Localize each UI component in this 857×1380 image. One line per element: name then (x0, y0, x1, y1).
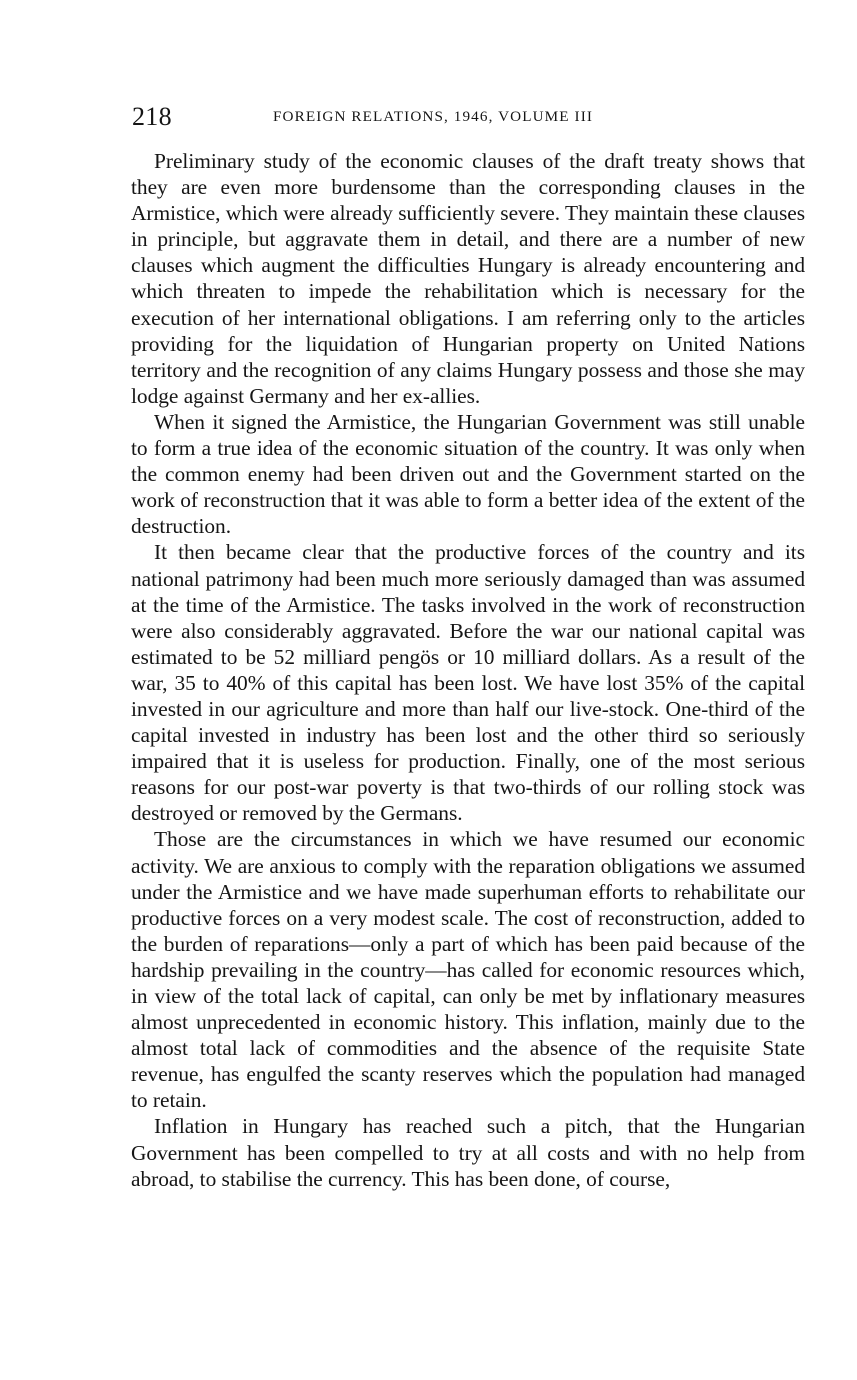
paragraph-economic-clauses: Preliminary study of the economic clauses of the draft treaty shows that they are even more burdensome than the corresponding clauses in the Armistice, which were already sufficiently severe. They maintain these clauses in principle, but aggravate them in detail, and there are a number of new clauses which augment the difficulties Hungary is already encountering and which threaten to impede the rehabilitation which is necessary for the execution of her international obligations. I am referring only to the articles providing for the liquidation of Hungarian property on United Nations territory and the recognition of any claims Hungary possess and those she may lodge against Germany and her ex-allies. (131, 149, 805, 408)
paragraph-economic-activity: Those are the circumstances in which we have resumed our economic activity. We are anxious to comply with the reparation obligations we assumed under the Armistice and we have made superhuman efforts to rehabilitate our productive forces on a very modest scale. The cost of reconstruction, added to the burden of reparations—only a part of which has been paid because of the hardship prevailing in the country—has called for economic resources which, in view of the total lack of capital, can only be met by inflationary measures almost unprecedented in economic history. This inflation, mainly due to the almost total lack of commodities and the absence of the requisite State revenue, has engulfed the scanty reserves which the population had managed to retain. (131, 827, 805, 1113)
running-header (132, 100, 804, 134)
paragraph-war-damage: It then became clear that the productive forces of the country and its national patrimony had been much more seriously damaged than was assumed at the time of the Armistice. The tasks involved in the work of reconstruction were also considerably aggravated. Before the war our national capital was estimated to be 52 milliard pengös or 10 milliard dollars. As a result of the war, 35 to 40% of this capital has been lost. We have lost 35% of the capital invested in our agriculture and more than half our live-stock. One-third of the capital invested in industry has been lost and the other third so seriously impaired that it is useless for production. Finally, one of the most serious reasons for our post-war poverty is that two-thirds of our rolling stock was destroyed or removed by the Germans. (131, 540, 805, 826)
paragraph-inflation: Inflation in Hungary has reached such a pitch, that the Hungarian Government has been compelled to try at all costs and with no help from abroad, to stabilise the currency. This has been done, of course, (131, 1114, 805, 1191)
running-title: FOREIGN RELATIONS, 1946, VOLUME III (273, 108, 594, 125)
body-text (131, 148, 805, 1192)
page-number: 218 (132, 102, 172, 131)
paragraph-armistice-situation: When it signed the Armistice, the Hungarian Government was still unable to form a true idea of the economic situation of the country. It was only when the common enemy had been driven out and the Government started on the work of reconstruction that it was able to form a better idea of the extent of the destruction. (131, 409, 805, 539)
